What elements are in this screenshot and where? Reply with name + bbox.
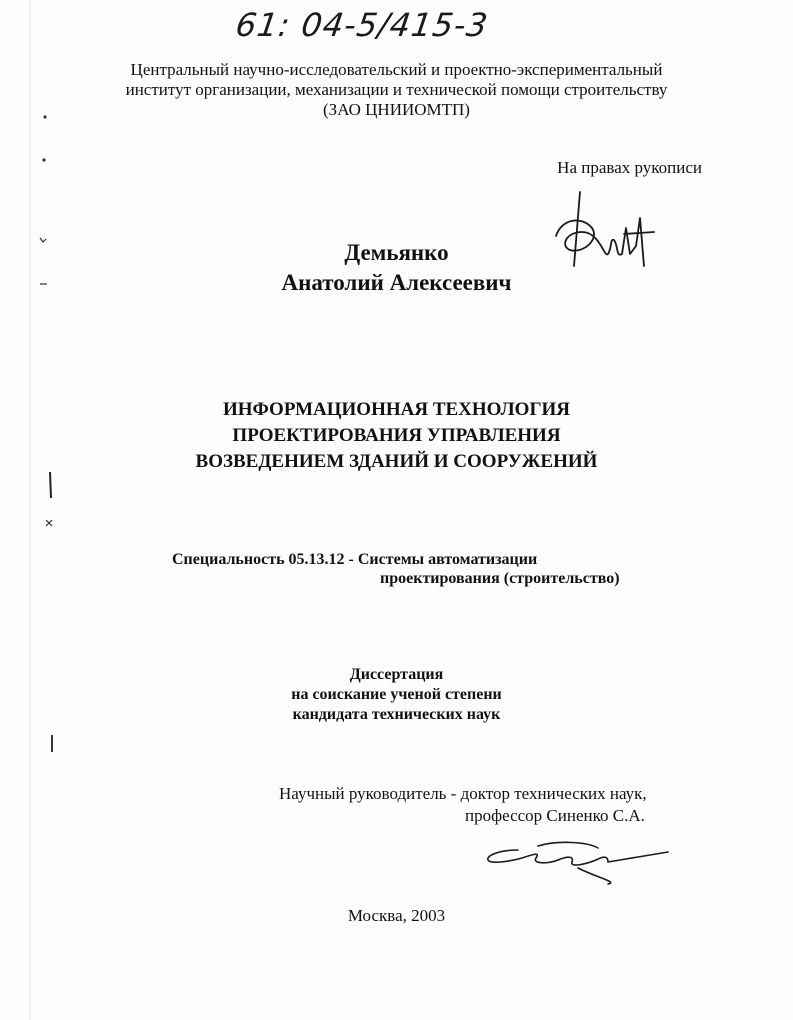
institute-line-2: институт организации, механизации и технической помощи строительству <box>125 80 668 99</box>
institute-line-3: (ЗАО ЦНИИОМТП) <box>323 100 470 119</box>
specialty-line-2: проектирования (строительство) <box>380 570 620 587</box>
supervisor-signature <box>478 838 673 888</box>
title-line-3: ВОЗВЕДЕНИЕМ ЗДАНИЙ И СООРУЖЕНИЙ <box>195 451 598 472</box>
institute-name <box>0 60 793 120</box>
degree-line-3: кандидата технических наук <box>292 706 501 723</box>
author-surname: Демьянко <box>344 240 449 265</box>
degree-line-2: на соискание ученой степени <box>291 686 502 703</box>
city-year: Москва, 2003 <box>347 906 446 925</box>
institute-line-1: Центральный научно-исследовательский и проектно-экспериментальный <box>130 60 663 79</box>
rights-note: На правах рукописи <box>557 158 702 177</box>
specialty-line-1: Специальность 05.13.12 - Системы автоматизации <box>172 551 538 568</box>
title-line-2: ПРОЕКТИРОВАНИЯ УПРАВЛЕНИЯ <box>232 425 561 446</box>
title-line-1: ИНФОРМАЦИОННАЯ ТЕХНОЛОГИЯ <box>222 399 571 420</box>
author-name: Анатолий Алексеевич <box>281 270 512 295</box>
supervisor-line-2: профессор Синенко С.А. <box>465 806 645 825</box>
degree-statement <box>0 665 793 725</box>
scan-margin-marks <box>0 0 70 1020</box>
degree-line-1: Диссертация <box>349 666 444 683</box>
author <box>0 238 793 298</box>
archive-code: 61: 04-5/415-3 <box>233 6 491 44</box>
dissertation-title <box>0 397 793 475</box>
supervisor-line-1: Научный руководитель - доктор технических наук, <box>279 784 647 803</box>
